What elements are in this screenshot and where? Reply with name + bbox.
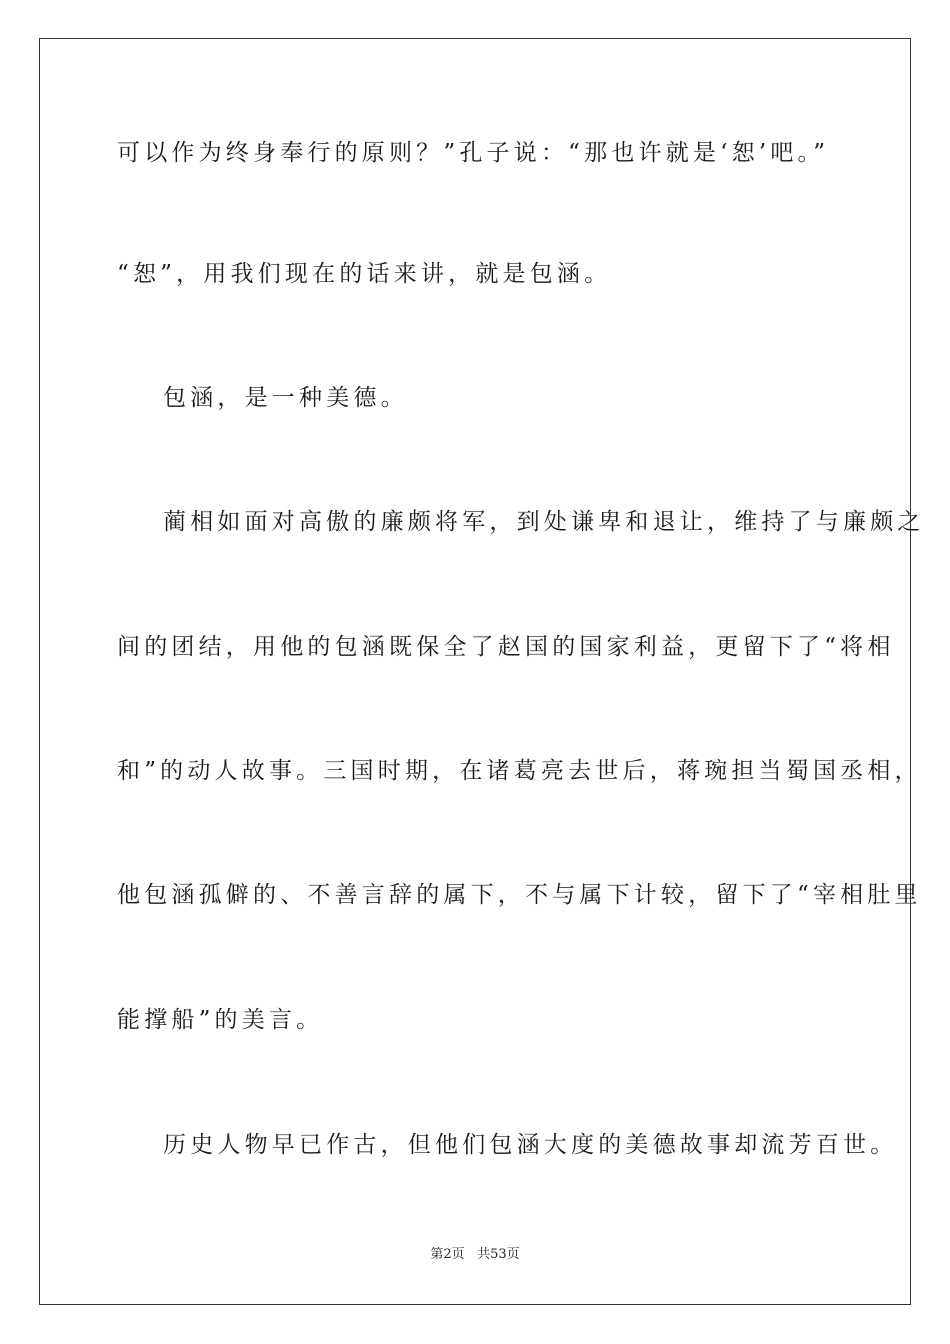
paragraph-2-line-5: 能撑船”的美言。	[117, 1007, 324, 1033]
text-line-1: 可以作为终身奉行的原则？”孔子说：“那也许就是‘恕’吧。”	[117, 140, 830, 166]
text-line-2: “恕”，用我们现在的话来讲，就是包涵。	[117, 261, 612, 287]
paragraph-2-line-3: 和”的动人故事。三国时期，在诸葛亮去世后，蒋琬担当蜀国丞相，	[117, 758, 922, 784]
page-total: 共53页	[477, 1247, 520, 1262]
paragraph-1-line-1: 包涵，是一种美德。	[163, 385, 408, 411]
page-border	[39, 38, 925, 1305]
page-number: 第2页	[430, 1247, 465, 1262]
paragraph-3-line-1: 历史人物早已作古，但他们包涵大度的美德故事却流芳百世。	[163, 1132, 898, 1158]
paragraph-2-line-1: 蔺相如面对高傲的廉颇将军，到处谦卑和退让，维持了与廉颇之	[163, 509, 925, 535]
paragraph-2-line-4: 他包涵孤僻的、不善言辞的属下，不与属下计较，留下了“宰相肚里	[117, 882, 922, 908]
paragraph-2-line-2: 间的团结，用他的包涵既保全了赵国的国家利益，更留下了“将相	[117, 634, 895, 660]
page-footer	[0, 1246, 950, 1264]
